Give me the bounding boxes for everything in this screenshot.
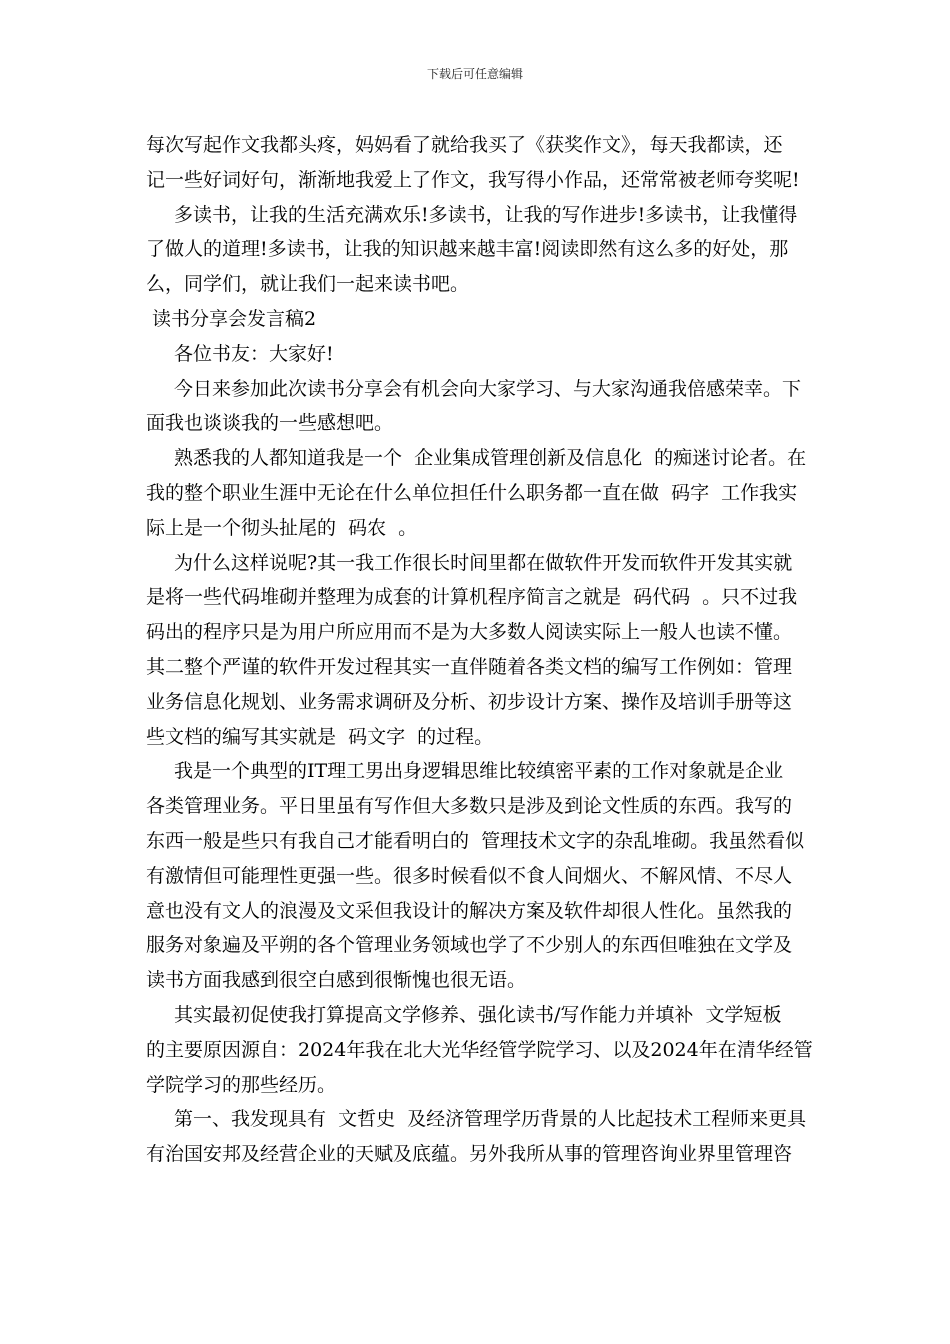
text-line: 意也没有文人的浪漫及文采但我设计的解决方案及软件却很人性化。虽然我的: [146, 899, 793, 922]
text-line: 是将一些代码堆砌并整理为成套的计算机程序简言之就是 码代码 。只不过我: [146, 586, 798, 609]
text-line: 学院学习的那些经历。: [146, 1073, 337, 1096]
text-line: 业务信息化规划、业务需求调研及分析、初步设计方案、操作及培训手册等这: [146, 690, 793, 713]
text-line: 各位书友：大家好!: [174, 342, 334, 365]
text-line: 为什么这样说呢?其一我工作很长时间里都在做软件开发而软件开发其实就: [174, 551, 793, 574]
text-line: 第一、我发现具有 文哲史 及经济管理学历背景的人比起技术工程师来更具: [174, 1108, 807, 1131]
text-line: 今日来参加此次读书分享会有机会向大家学习、与大家沟通我倍感荣幸。下: [174, 377, 802, 400]
text-line: 每次写起作文我都头疼，妈妈看了就给我买了《获奖作文》，每天我都读，还: [146, 134, 783, 156]
page-header: 下载后可任意编辑: [426, 67, 523, 81]
text-line: 其二整个严谨的软件开发过程其实一直伴随着各类文档的编写工作例如：管理: [146, 655, 793, 678]
text-line: 读书方面我感到很空白感到很惭愧也很无语。: [146, 969, 527, 992]
document-body: [146, 128, 813, 1172]
text-line: 熟悉我的人都知道我是一个 企业集成管理创新及信息化 的痴迷讨论者。在: [174, 447, 807, 470]
text-line: 了做人的道理!多读书，让我的知识越来越丰富!阅读即然有这么多的好处，那: [146, 238, 789, 261]
text-line: 有治国安邦及经营企业的天赋及底蕴。另外我所从事的管理咨询业界里管理咨: [146, 1143, 793, 1166]
text-line: 面我也谈谈我的一些感想吧。: [146, 412, 394, 435]
text-line: 多读书，让我的生活充满欢乐!多读书，让我的写作进步!多读书，让我懂得: [174, 203, 798, 226]
text-line: 的主要原因源自：2024年我在北大光华经管学院学习、以及2024年在清华经管: [146, 1038, 813, 1061]
text-line: 么，同学们，就让我们一起来读书吧。: [146, 273, 470, 296]
text-line: 码出的程序只是为用户所应用而不是为大多数人阅读实际上一般人也读不懂。: [146, 621, 793, 644]
section-title: 读书分享会发言稿2: [152, 307, 317, 330]
text-line: 际上是一个彻头扯尾的 码农 。: [146, 516, 418, 539]
text-line: 记一些好词好句，渐渐地我爱上了作文，我写得小作品，还常常被老师夸奖呢!: [146, 168, 800, 191]
text-line: 服务对象遍及平朔的各个管理业务领域也学了不少别人的东西但唯独在文学及: [146, 934, 793, 957]
text-line: 东西一般是些只有我自己才能看明白的 管理技术文字的杂乱堆砌。我虽然看似: [146, 829, 805, 852]
text-line: 我是一个典型的IT理工男出身逻辑思维比较缜密平素的工作对象就是企业: [174, 760, 784, 783]
text-line: 我的整个职业生涯中无论在什么单位担任什么职务都一直在做 码字 工作我实: [146, 481, 798, 504]
text-line: 些文档的编写其实就是 码文字 的过程。: [146, 725, 494, 748]
text-line: 有激情但可能理性更强一些。很多时候看似不食人间烟火、不解风情、不尽人: [146, 864, 793, 887]
text-line: 其实最初促使我打算提高文学修养、强化读书/写作能力并填补 文学短板: [174, 1003, 782, 1026]
text-line: 各类管理业务。平日里虽有写作但大多数只是涉及到论文性质的东西。我写的: [146, 795, 793, 818]
